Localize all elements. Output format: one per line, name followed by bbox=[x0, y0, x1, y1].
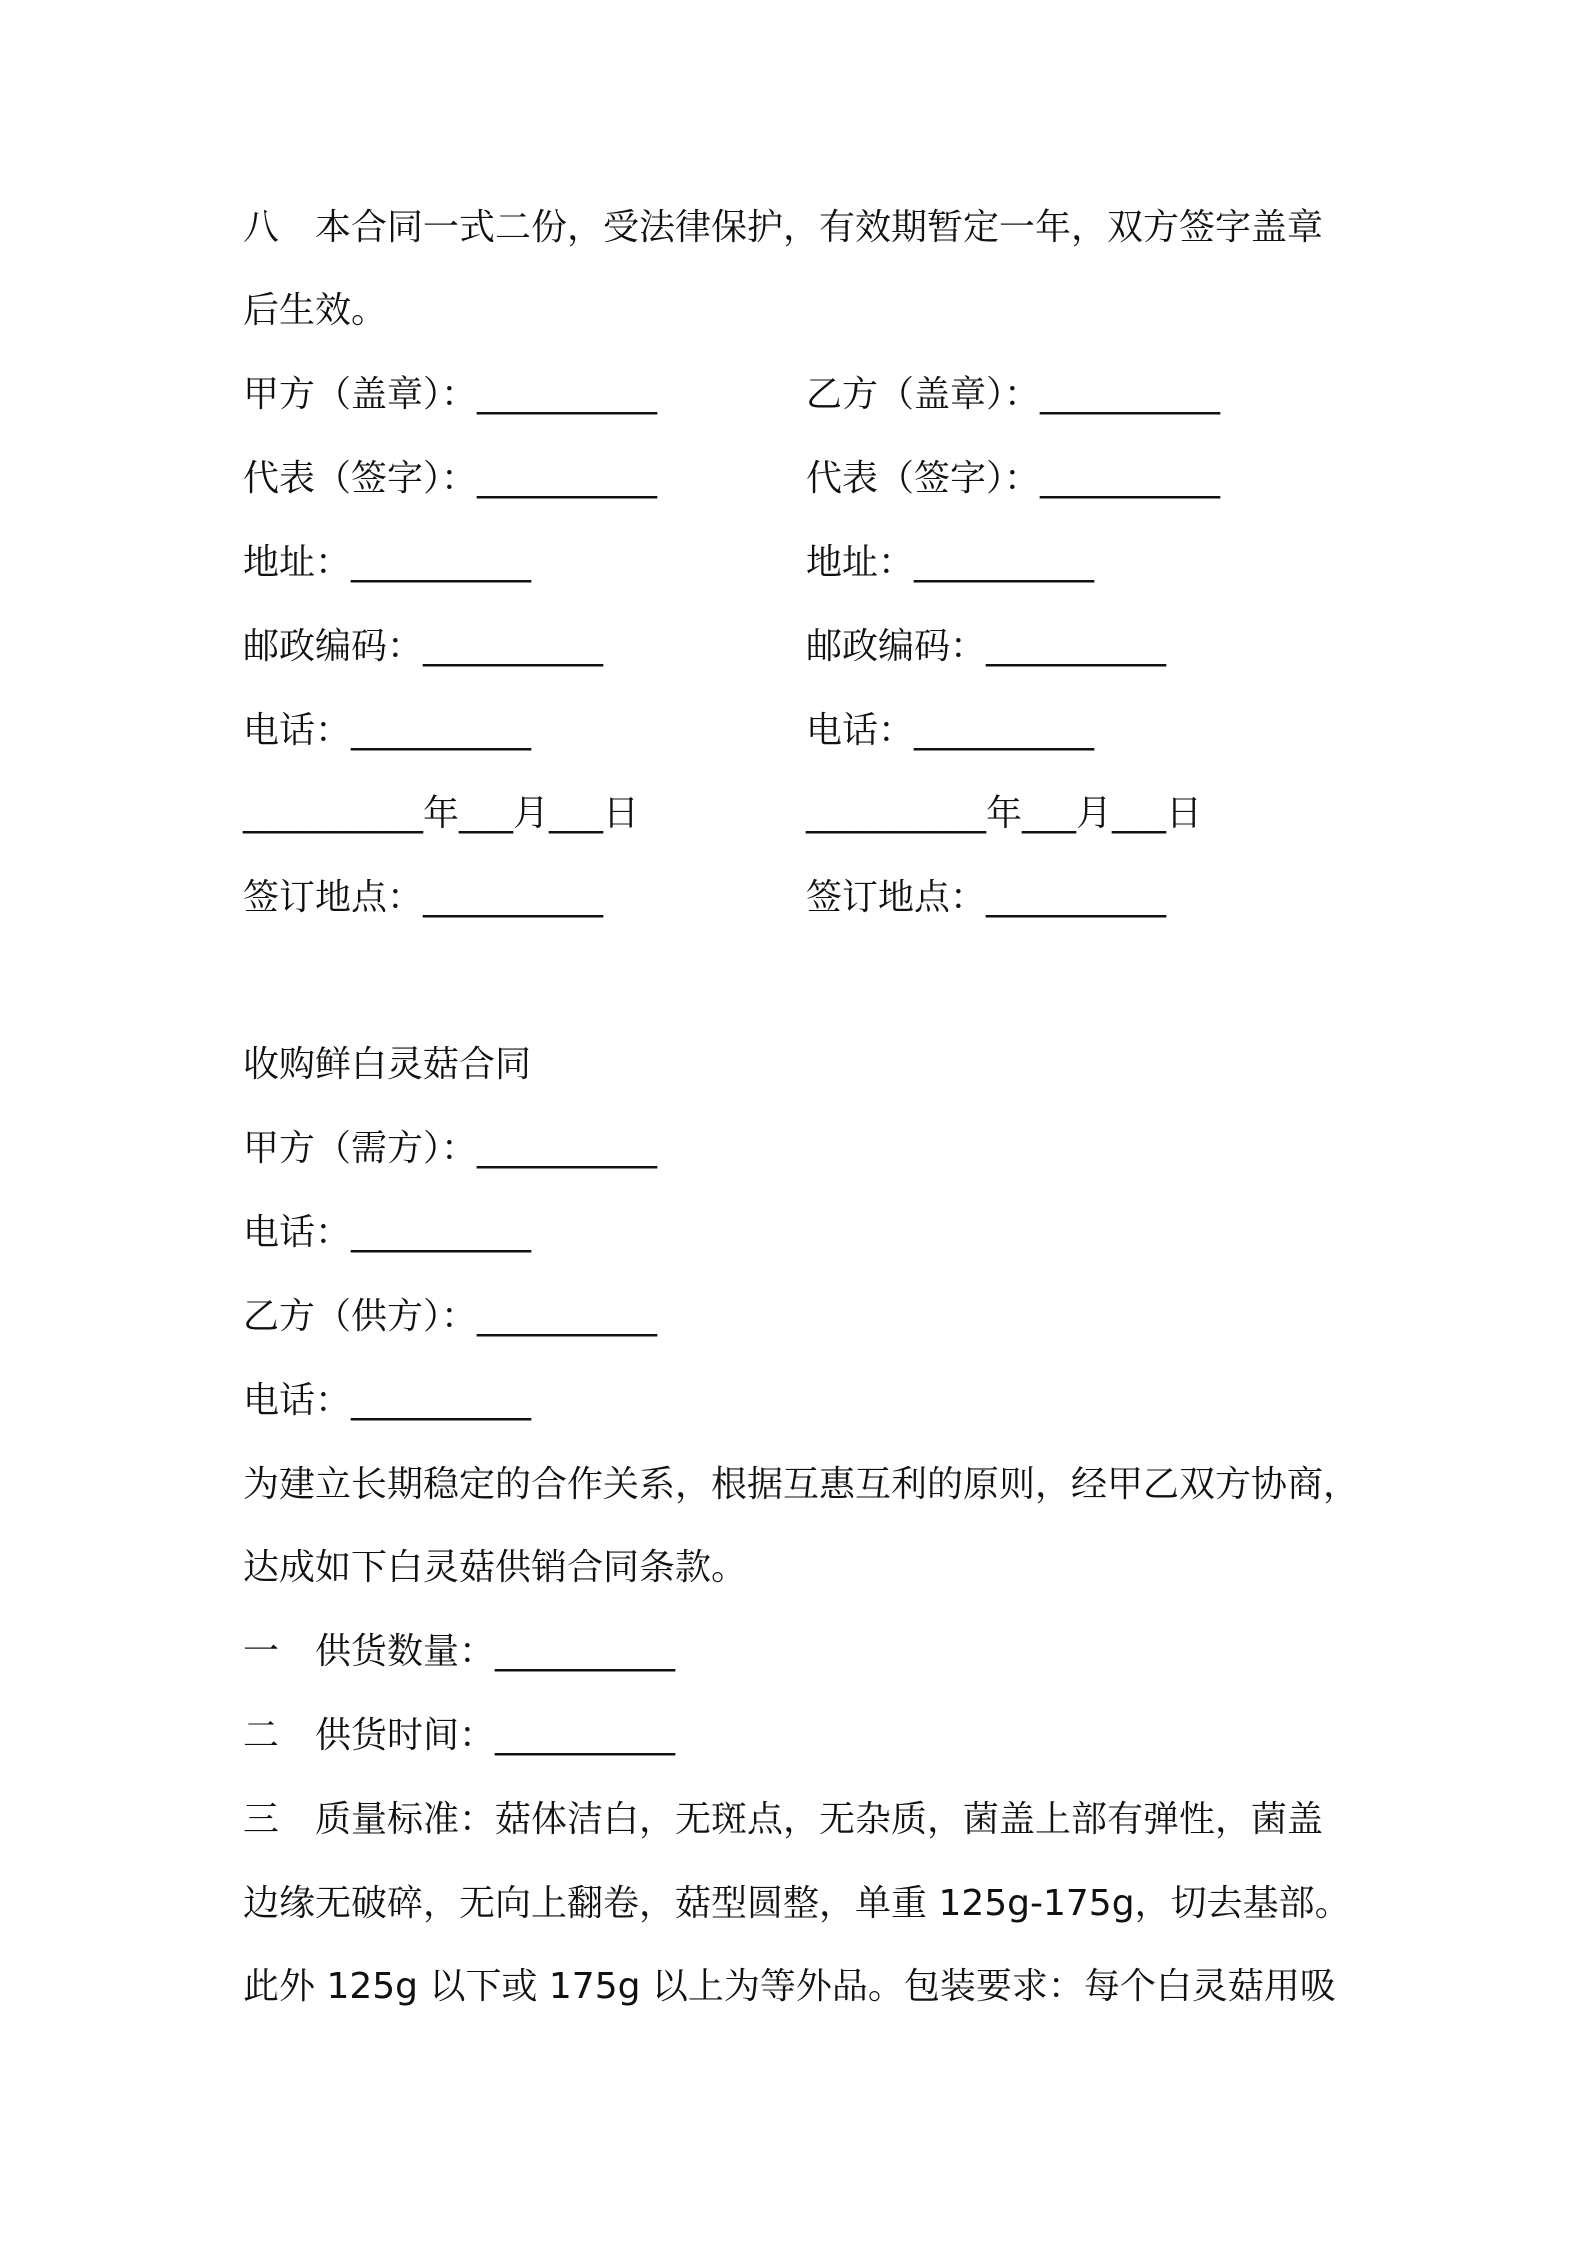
party-b-phone: 电话：__________ bbox=[806, 710, 1095, 751]
clause-8-line-1: 八 本合同一式二份，受法律保护，有效期暂定一年，双方签字盖章 bbox=[243, 207, 1324, 248]
party-b-postcode: 邮政编码：__________ bbox=[806, 626, 1167, 667]
clause-3-line-1: 三 质量标准：菇体洁白，无斑点，无杂质，菌盖上部有弹性，菌盖 bbox=[243, 1799, 1324, 1840]
intro-line-1: 为建立长期稳定的合作关系，根据互惠互利的原则，经甲乙双方协商， bbox=[243, 1464, 1360, 1505]
party-b-signing-place: 签订地点：__________ bbox=[806, 877, 1167, 918]
party-b-seal: 乙方（盖章）：__________ bbox=[806, 374, 1221, 415]
party-a-address: 地址：__________ bbox=[243, 542, 532, 583]
party-a-representative: 代表（签字）：__________ bbox=[243, 458, 658, 499]
party-a-signing-place: 签订地点：__________ bbox=[243, 877, 604, 918]
clause-2-supply-time: 二 供货时间：__________ bbox=[243, 1715, 676, 1756]
party-b-address: 地址：__________ bbox=[806, 542, 1095, 583]
buyer-party: 甲方（需方）：__________ bbox=[243, 1128, 658, 1169]
clause-1-supply-quantity: 一 供货数量：__________ bbox=[243, 1631, 676, 1672]
party-a-seal: 甲方（盖章）：__________ bbox=[243, 374, 658, 415]
party-a-date: __________年___月___日 bbox=[243, 793, 639, 834]
intro-line-2: 达成如下白灵菇供销合同条款。 bbox=[243, 1547, 748, 1588]
party-a-postcode: 邮政编码：__________ bbox=[243, 626, 604, 667]
party-a-phone: 电话：__________ bbox=[243, 710, 532, 751]
buyer-phone: 电话：__________ bbox=[243, 1212, 532, 1253]
clause-8-line-2: 后生效。 bbox=[243, 290, 388, 331]
supplier-phone: 电话：__________ bbox=[243, 1380, 532, 1421]
supplier-party: 乙方（供方）：__________ bbox=[243, 1296, 658, 1337]
contract-title: 收购鲜白灵菇合同 bbox=[243, 1044, 532, 1085]
party-b-date: __________年___月___日 bbox=[806, 793, 1202, 834]
clause-3-line-3: 此外 125g 以下或 175g 以上为等外品。包装要求：每个白灵菇用吸 bbox=[243, 1966, 1336, 2007]
clause-3-line-2: 边缘无破碎，无向上翻卷，菇型圆整，单重 125g-175g，切去基部。 bbox=[243, 1883, 1351, 1924]
party-b-representative: 代表（签字）：__________ bbox=[806, 458, 1221, 499]
